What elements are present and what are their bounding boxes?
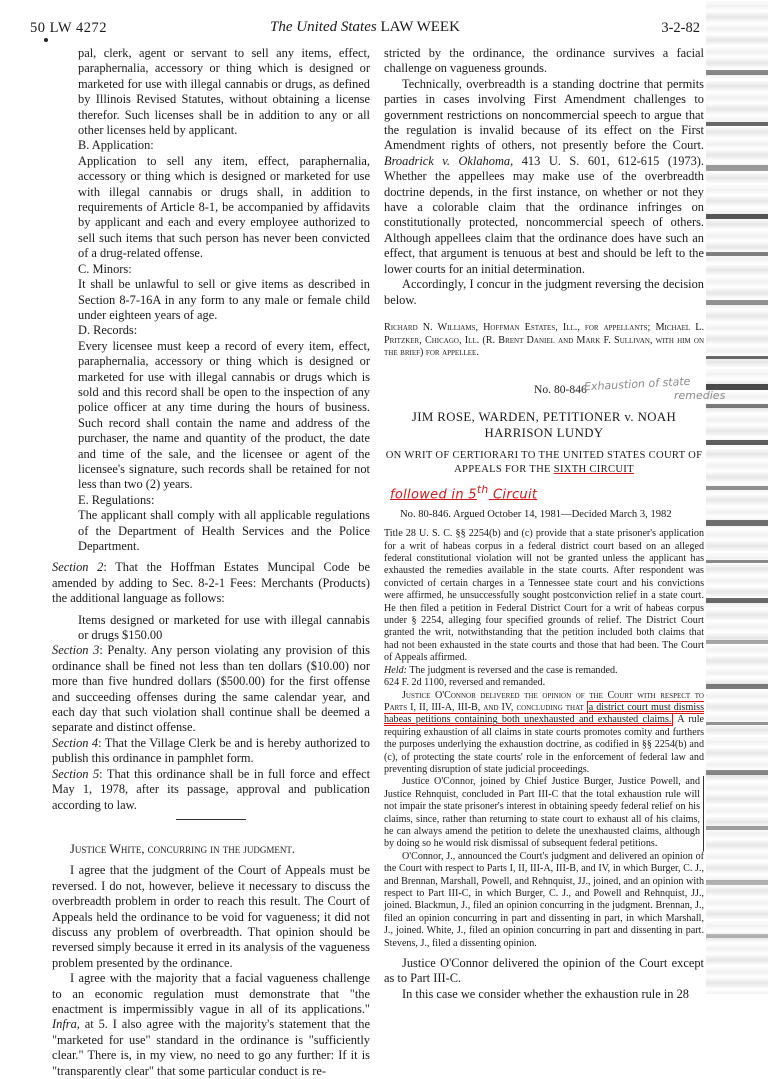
publication-title bbox=[30, 19, 700, 36]
writ-line bbox=[384, 449, 704, 476]
opinion-intro: Justice O'Connor delivered the opinion of the Court except as to Part III-C. bbox=[384, 956, 704, 986]
title-rest: LAW WEEK bbox=[376, 19, 460, 35]
handwritten-red-annotation bbox=[390, 482, 704, 503]
syllabus-para-1: Title 28 U. S. C. §§ 2254(b) and (c) provide that a state prisoner's application for a writ of habeas corpus in a federal district court based on an alleged federal constitutional violation will not be granted unless the applicant has exhausted the remedies available in the state courts. After respondent was convicted of certain charges in a Tennessee state court and his convictions were affirmed, he unsuccessfully sought postconviction relief in a state court. He then filed a petition in Federal District Court for a writ of habeas corpus under § 2254, alleging four specified grounds of relief. The District Court granted the writ, notwithstanding that the petition included both claims that had not been exhausted in the state courts and those that had been. The Court of Appeals affirmed. bbox=[384, 528, 704, 664]
marked-holding: a district court must dismiss habeas petitions containing both unexhausted and exhausted claims. bbox=[384, 701, 704, 726]
subsection-e-heading: E. Regulations: bbox=[78, 492, 155, 507]
section-2-label: Section 2 bbox=[52, 560, 104, 575]
syllabus-para-2a: Justice O'Connor delivered the opinion of the Court with respect to Parts I, II, III-A, III-B, and IV, concluding that bbox=[384, 689, 704, 713]
docket-line bbox=[384, 374, 726, 402]
hw-red-b: Circuit bbox=[488, 487, 538, 503]
infra-cite: Infra bbox=[52, 1017, 77, 1032]
title-italic: The United States bbox=[270, 19, 377, 35]
white-para-1: I agree that the judgment of the Court of Appeals must be reversed. I do not, however, believe it necessary to discuss the overbreadth problem in order to reach this result. The Court of Appeals held the ordinance to be void for vagueness; it did not discuss any problem of overbreadth. That opinion should be reversed simply because it erred in its analysis of the vagueness problem presented by the ordinance. bbox=[52, 863, 370, 970]
left-column bbox=[52, 46, 370, 1079]
subsection-d-text: Every licensee must keep a record of every item, effect, paraphernalia, accessory or thing which is designed or marketed for use with illegal cannabis or drugs which is sold and this record shall be open to the inspection of any police officer at any time during the hours of business. Such record shall contain the name and address of the purchaser, the name and quantity of the product, the date and time of the sale, and the licensee or agent of the licensee's signature, such records shall be retained for not less than two (2) years. bbox=[78, 338, 370, 492]
page-reference: 50 LW 4272 bbox=[30, 20, 107, 36]
white-concurrence-heading: Justice White, concurring in the judgment. bbox=[70, 841, 295, 856]
handwritten-margin-note-2: remedies bbox=[674, 388, 726, 402]
subsection-b-text: Application to sell any item, effect, paraphernalia, accessory or thing which is designed or marketed for use with illegal cannabis or drugs shall, in addition to requirements of Article 8-1, be accompanied by affidavits by applicant and each and every employee authorized to sell such items that such person has never been convicted of a drug-related offense. bbox=[78, 153, 370, 261]
section-divider bbox=[176, 819, 246, 820]
held-text: The judgment is reversed and the case is remanded. bbox=[406, 664, 618, 676]
section-5-text: : That this ordinance shall be in full force and effect May 1, 1978, after its passage, approval and publication according to law. bbox=[52, 766, 371, 812]
section-4 bbox=[52, 736, 370, 767]
docket-number: No. 80-846 bbox=[534, 382, 587, 396]
subsection-c-text: It shall be unlawful to sell or give items as described in Section 8-7-16A in any form to any male or female child under eighteen years of age. bbox=[78, 277, 370, 322]
section-3-label: Section 3 bbox=[52, 643, 100, 658]
argued-decided: No. 80-846. Argued October 14, 1981—Decided March 3, 1982 bbox=[400, 508, 672, 520]
issue-date: 3-2-82 bbox=[661, 20, 700, 36]
scan-edge bbox=[706, 0, 768, 994]
subsection-b-heading: B. Application: bbox=[78, 138, 154, 153]
ordinance-para-a-cont: pal, clerk, agent or servant to sell any items, effect, paraphernalia, accessory or thing which is designed or marketed for use with illegal cannabis or drugs, as defined by Illinois Revised Statutes, without obtaining a license therefor. Such licenses shall be in addition to any or all other licenses held by applicant. bbox=[78, 46, 370, 138]
handwritten-margin-note: Exhaustion of state bbox=[583, 374, 691, 394]
syllabus-para-2b: A rule requiring exhaustion of all claims in state courts promotes comity and furthers the purposes underlying the exhaustion doctrine, as codified in §§ 2254(b) and (c), of protecting the state courts' role in the enforcement of federal law and preventing disruption of state judicial proceedings. bbox=[384, 714, 704, 775]
section-5-label: Section 5 bbox=[52, 766, 100, 781]
syllabus-held bbox=[384, 665, 704, 677]
syllabus-cite: 624 F. 2d 1100, reversed and remanded. bbox=[384, 677, 546, 689]
held-label: Held: bbox=[384, 664, 407, 676]
white-para-2a: I agree with the majority that a facial vagueness challenge to an economic regulation must demonstrate that "the enactment is impermissibly vague in all of its applications." bbox=[52, 971, 370, 1016]
overbreadth-para bbox=[384, 77, 704, 277]
concurrence-conclusion: Accordingly, I concur in the judgment reversing the decision below. bbox=[384, 277, 704, 307]
syllabus-para-2 bbox=[384, 690, 704, 777]
subsection-e-text: The applicant shall comply with all applicable regulations of the Department of Health Services and the Police Department. bbox=[78, 508, 370, 553]
subsection-c-heading: C. Minors: bbox=[78, 261, 132, 276]
hw-red-a: followed in 5 bbox=[390, 487, 477, 503]
running-header bbox=[30, 18, 700, 40]
subsection-d-heading: D. Records: bbox=[78, 323, 138, 338]
white-para-2 bbox=[52, 971, 370, 1079]
section-3-text: : Penalty. Any person violating any provision of this ordinance shall be fined not less than ten dollars ($10.00) nor more than five hundred dollars ($500.00) for the first offense and succeeding offenses during the same calendar year, and each day that such violation shall continue shall be deemed a separate and distinct offense. bbox=[52, 643, 370, 735]
section-2-block: Items designed or marketed for use with illegal cannabis or drugs $150.00 bbox=[78, 612, 370, 643]
case-title: JIM ROSE, WARDEN, PETITIONER v. NOAH HARRISON LUNDY bbox=[411, 410, 677, 441]
counsel-listing: Richard N. Williams, Hoffman Estates, Ill., for appellants; Michael L. Pritzker, Chicago, Ill. (R. Brent Daniel and Mark F. Sullivan, with him on the brief) for appellee. bbox=[384, 321, 704, 359]
section-5 bbox=[52, 767, 370, 813]
overbreadth-para-a: Technically, overbreadth is a standing doctrine that permits parties in cases involving First Amendment challenges to government restrictions on noncommercial speech to argue that the regulation is invalid because of its effect on the First Amendment rights of others, not presently before the Court. bbox=[384, 76, 704, 153]
white-para-2b: , at 5. I also agree with the majority's statement that the "marketed for use" standard in the ordinance is "sufficiently clear." There is, in my view, no need to go any further: If it is "transparently clear" that some particular conduct is re- bbox=[52, 1017, 370, 1078]
white-para-cont: stricted by the ordinance, the ordinance survives a facial challenge on vagueness grounds. bbox=[384, 46, 704, 76]
right-column bbox=[384, 46, 726, 1002]
opinion-first-line: In this case we consider whether the exhaustion rule in 28 bbox=[402, 986, 689, 1001]
writ-text: ON WRIT OF CERTIORARI TO THE UNITED STATES COURT OF APPEALS FOR THE bbox=[385, 450, 703, 475]
overbreadth-para-b: , 413 U. S. 601, 612-615 (1973). Whether the appellees may make use of the overbreadth doctrine depends, in the first instance, on whether or not they have a colorable claim that the ordinance infringes on constitutionally protected, noncommercial speech of others. Although appellees claim that the ordinance does have such an effect, that argument is tenuous at best and should be left to the lower courts for an initial determination. bbox=[384, 153, 704, 276]
section-4-label: Section 4 bbox=[52, 735, 99, 750]
writ-circuit: SIXTH CIRCUIT bbox=[553, 463, 634, 475]
syllabus-para-3: Justice O'Connor, joined by Chief Justice Burger, Justice Powell, and Justice Rehnquist, concluded in Part III-C that the total exhaustion rule will not impair the state prisoner's interest in obtaining speedy federal relief on his claims, since, rather than returning to state court to exhaust all of his claims, he can always amend the petition to delete the unexhausted claims, although by doing so he would risk dismissal of subsequent federal petitions. bbox=[384, 776, 704, 850]
section-4-text: : That the Village Clerk be and is hereby authorized to publish this ordinance in pamphlet form. bbox=[52, 735, 371, 766]
broadrick-cite: Broadrick v. Oklahoma bbox=[384, 153, 511, 168]
section-3 bbox=[52, 643, 370, 735]
section-2 bbox=[52, 560, 370, 606]
hw-red-sup: th bbox=[476, 483, 489, 497]
syllabus-para-4: O'Connor, J., announced the Court's judgment and delivered an opinion of the Court with respect to Parts I, II, III-A, III-B, and IV, in which Burger, C. J., and Brennan, Marshall, Powell, and Rehnquist, JJ., joined, and an opinion with respect to Part III-C, in which Burger, C. J., and Powell and Rehnquist, JJ., joined. Blackmun, J., filed an opinion concurring in the judgment. Brennan, J., filed an opinion concurring in part and dissenting in part, in which Marshall, J., joined. White, J., filed an opinion concurring in part and dissenting in part. Stevens, J., filed a dissenting opinion. bbox=[384, 850, 704, 949]
scan-dot bbox=[44, 38, 48, 42]
section-2-text: : That the Hoffman Estates Muncipal Code be amended by adding to Sec. 8-2-1 Fees: Merchants (Products) the additional language as follows: bbox=[52, 560, 371, 606]
